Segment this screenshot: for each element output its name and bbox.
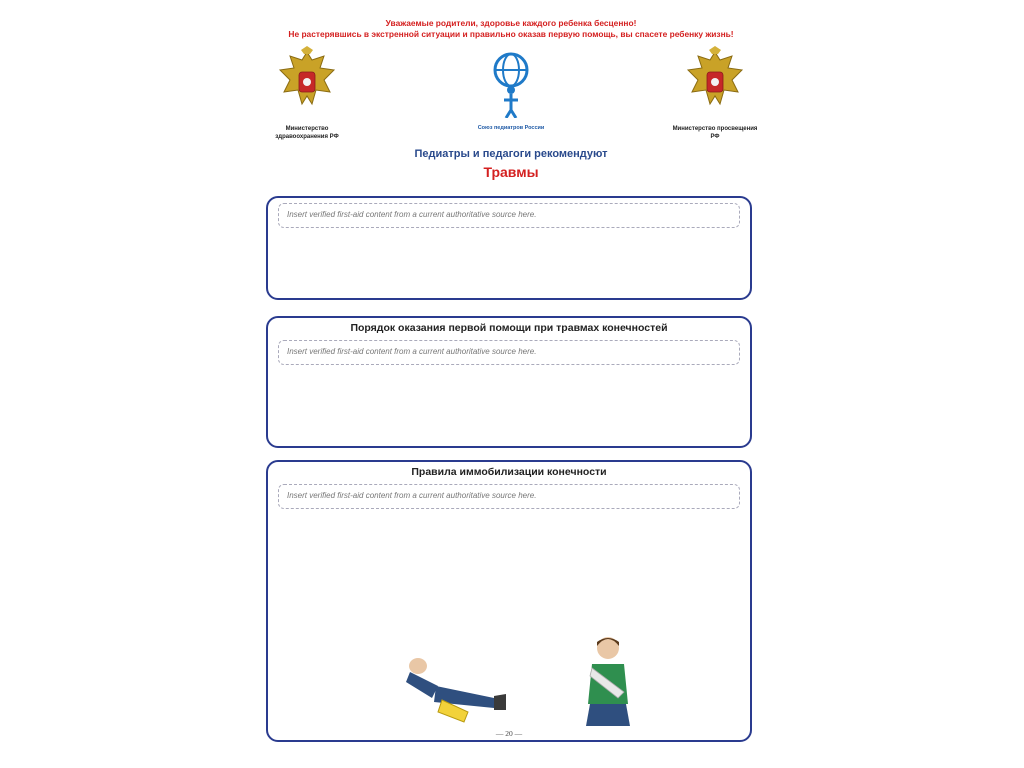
ministry-health-caption: Министерство здравоохранения РФ: [275, 126, 339, 140]
arm-sling-illustration: [578, 634, 638, 726]
union-caption: Союз педиатров России: [477, 125, 545, 131]
section-title: Порядок оказания первой помощи при травмах конечностей: [350, 322, 668, 334]
globe-figure-icon: [476, 46, 546, 118]
content-placeholder: Insert verified first-aid content from a current authoritative source here.: [278, 203, 740, 228]
header-line-1: Уважаемые родители, здоровье каждого ребенка бесценно!: [385, 18, 637, 28]
eagle-icon: [272, 46, 342, 118]
header-appeal: [262, 18, 760, 40]
page-subtitle: Педиатры и педагоги рекомендуют: [414, 148, 608, 160]
first-aid-procedure-box: [266, 316, 752, 448]
content-placeholder: Insert verified first-aid content from a current authoritative source here.: [278, 484, 740, 509]
ministry-health-emblem: [262, 46, 352, 141]
immobilization-rules-box: [266, 460, 752, 742]
page-title: Травмы: [483, 164, 539, 180]
union-of-pediatricians-logo: [466, 46, 556, 132]
leg-splint-illustration: [398, 652, 508, 726]
ministry-education-emblem: [670, 46, 760, 141]
injuries-description-box: [266, 196, 752, 300]
page-number: — 20 —: [495, 729, 523, 738]
eagle-icon: [680, 46, 750, 118]
header-line-2: Не растерявшись в экстренной ситуации и правильно оказав первую помощь, вы спасете ребенку жизнь!: [288, 29, 734, 39]
page: [262, 18, 760, 758]
emblems-row: [262, 46, 760, 142]
illustrations: [268, 634, 750, 726]
section-title: Правила иммобилизации конечности: [411, 466, 607, 478]
ministry-education-caption: Министерство просвещения РФ: [672, 126, 758, 140]
content-placeholder: Insert verified first-aid content from a current authoritative source here.: [278, 340, 740, 365]
